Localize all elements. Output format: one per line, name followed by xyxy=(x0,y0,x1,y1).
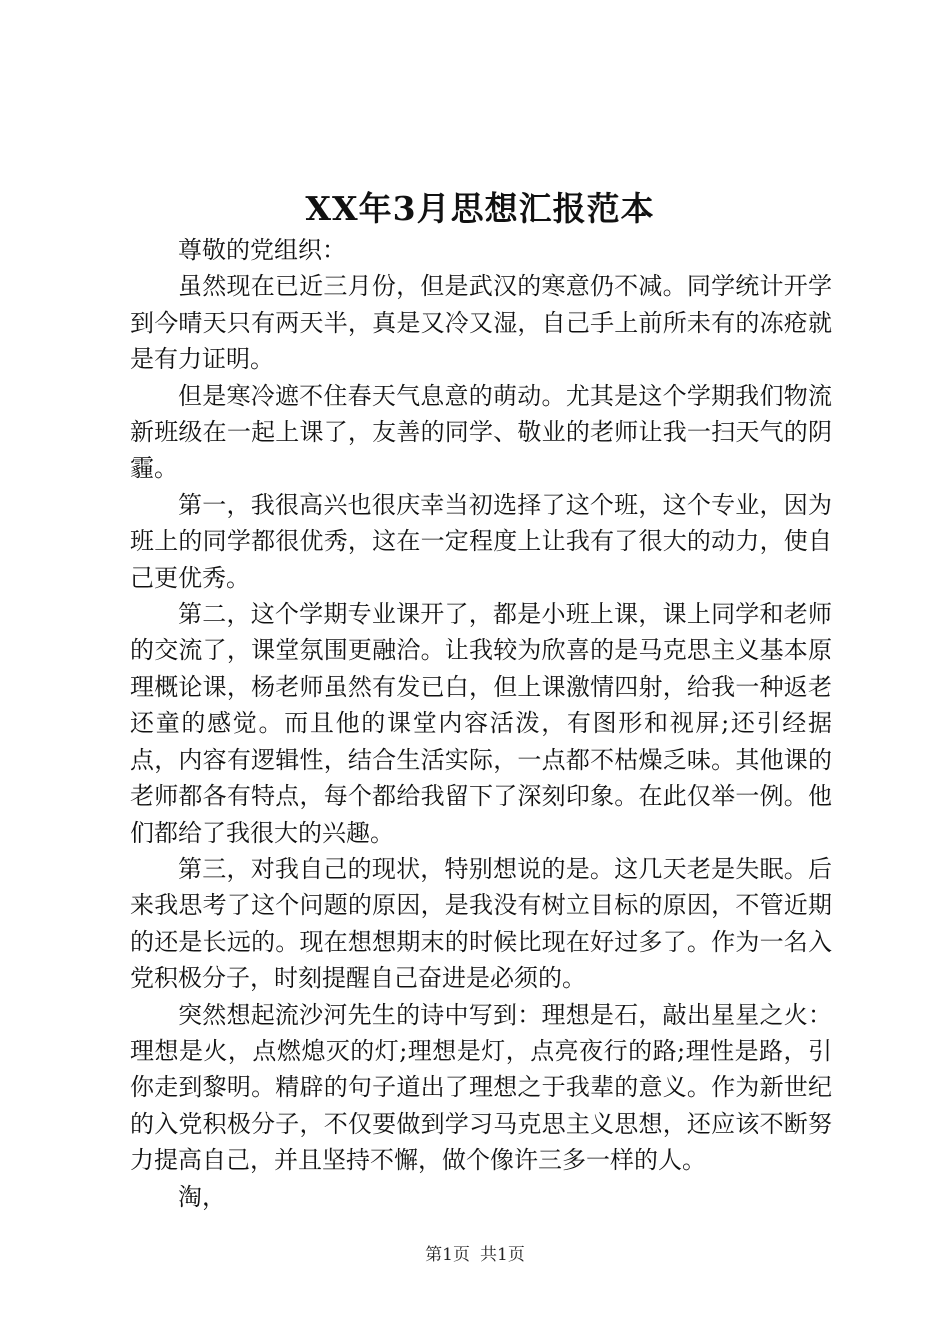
document-body xyxy=(130,232,832,1215)
page-footer xyxy=(0,1243,950,1267)
paragraph: 虽然现在已近三月份，但是武汉的寒意仍不减。同学统计开学到今晴天只有两天半，真是又冷又湿，自己手上前所未有的冻疮就是有力证明。 xyxy=(130,272,832,374)
paragraph: 淘， xyxy=(178,1182,226,1211)
paragraph: 但是寒冷遮不住春天气息意的萌动。尤其是这个学期我们物流新班级在一起上课了，友善的同学、敬业的老师让我一扫天气的阴霾。 xyxy=(130,381,832,483)
page-total: 共1页 xyxy=(480,1245,525,1265)
page-number: 第1页 xyxy=(425,1245,470,1265)
salutation: 尊敬的党组织： xyxy=(178,236,346,264)
document-title: XX年3月思想汇报范本 xyxy=(305,189,655,228)
paragraph: 第三，对我自己的现状，特别想说的是。这几天老是失眠。后来我思考了这个问题的原因，是我没有树立目标的原因，不管近期的还是长远的。现在想想期末的时候比现在好过多了。作为一名入党积极分子，时刻提醒自己奋进是必须的。 xyxy=(130,854,832,993)
paragraph: 第二，这个学期专业课开了，都是小班上课，课上同学和老师的交流了，课堂氛围更融洽。让我较为欣喜的是马克思主义基本原理概论课，杨老师虽然有发已白，但上课激情四射，给我一种返老还童的感觉。而且他的课堂内容活泼，有图形和视屏;还引经据点，内容有逻辑性，结合生活实际，一点都不枯燥乏味。其他课的老师都各有特点，每个都给我留下了深刻印象。在此仅举一例。他们都给了我很大的兴趣。 xyxy=(130,600,832,847)
paragraph: 突然想起流沙河先生的诗中写到：理想是石，敲出星星之火：理想是火，点燃熄灭的灯;理想是灯，点亮夜行的路;理性是路，引你走到黎明。精辟的句子道出了理想之于我辈的意义。作为新世纪的入党积极分子，不仅要做到学习马克思主义思想，还应该不断努力提高自己，并且坚持不懈，做个像许三多一样的人。 xyxy=(130,1000,832,1175)
paragraph: 第一，我很高兴也很庆幸当初选择了这个班，这个专业，因为班上的同学都很优秀，这在一定程度上让我有了很大的动力，使自己更优秀。 xyxy=(130,490,832,592)
